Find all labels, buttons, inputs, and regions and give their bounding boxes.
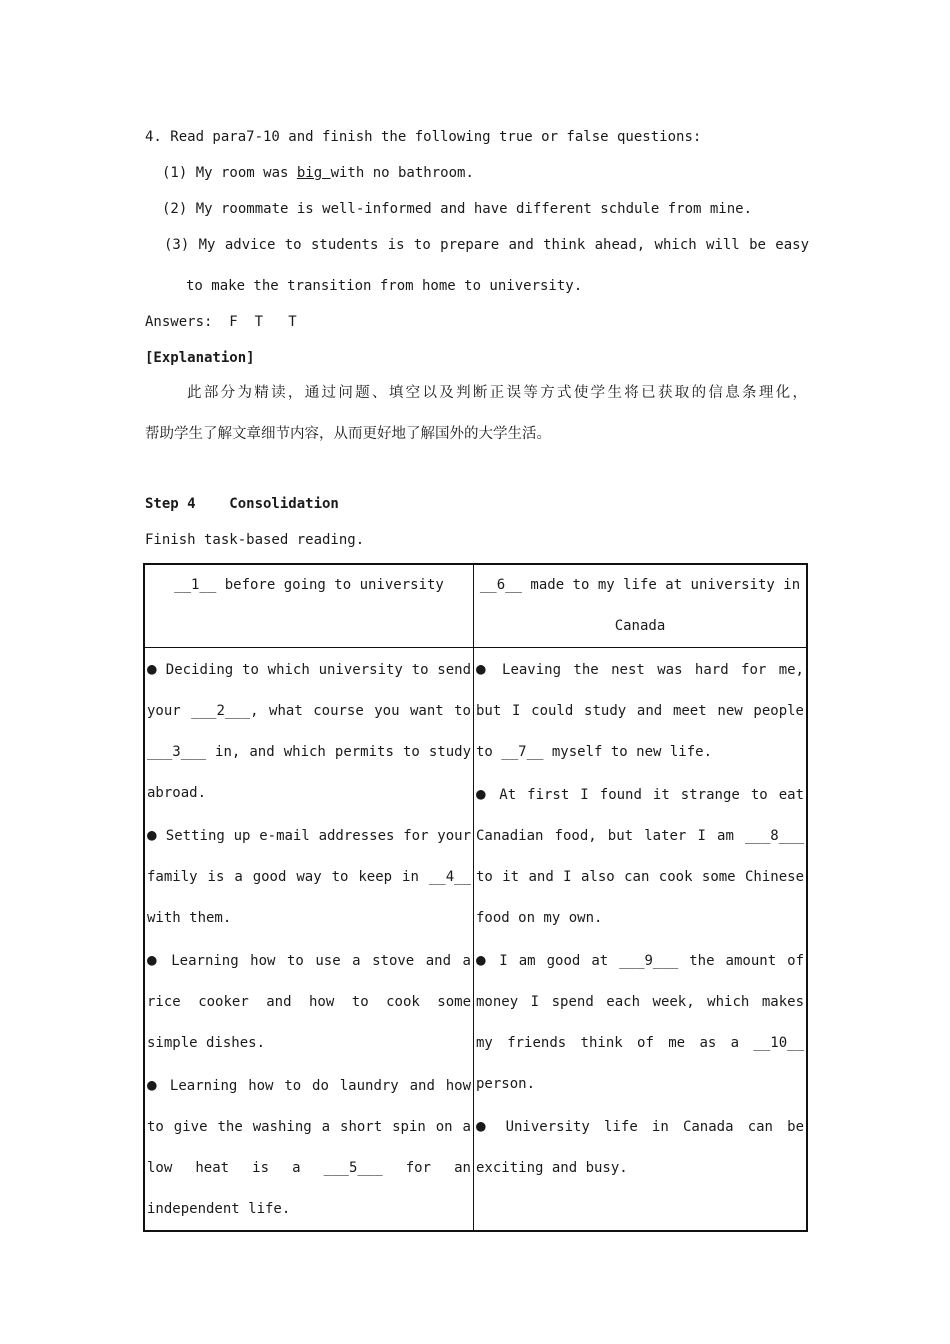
task-based-reading-table — [143, 563, 808, 1232]
list-item-text: Leaving the nest was hard for me, but I could study and meet new people to __7__ myself to new life. — [476, 662, 804, 760]
answers: Answers: F T T — [145, 314, 297, 330]
header-left-cell: __1__ before going to university — [144, 564, 474, 648]
left-column-cell — [144, 648, 474, 1232]
explanation-heading: [Explanation] — [145, 350, 255, 366]
step-4-heading: Step 4 Consolidation — [145, 496, 339, 512]
list-item — [476, 773, 804, 939]
list-item — [476, 648, 804, 773]
list-item — [147, 1064, 471, 1230]
header-right-cell: __6__ made to my life at university in Canada — [474, 564, 808, 648]
true-false-item-3-line-2: to make the transition from home to university. — [186, 278, 583, 294]
true-false-item-3-line-1: (3) My advice to students is to prepare and think ahead, which will be easy — [164, 237, 809, 253]
list-item — [147, 814, 471, 939]
list-item-text: I am good at ___9___ the amount of money I spend each week, which makes my friends think of me as a __10__ person. — [476, 953, 804, 1092]
bullet-icon: ● — [476, 659, 490, 678]
question-4-title: 4. Read para7-10 and finish the following true or false questions: — [145, 129, 702, 145]
explanation-text-line-2: 帮助学生了解文章细节内容，从而更好地了解国外的大学生活。 — [145, 426, 551, 442]
bullet-icon: ● — [476, 950, 489, 969]
right-column-cell — [474, 648, 808, 1232]
true-false-item-1 — [162, 163, 474, 183]
list-item-text: Learning how to use a stove and a rice cooker and how to cook some simple dishes. — [147, 953, 471, 1051]
bullet-icon: ● — [476, 1116, 492, 1135]
table-body-row — [144, 648, 807, 1232]
list-item-text: University life in Canada can be exciting and busy. — [476, 1119, 805, 1176]
item-1-underlined-word: big — [296, 165, 331, 181]
table-header-row — [144, 564, 807, 648]
bullet-icon: ● — [147, 825, 157, 844]
list-item — [476, 1105, 804, 1189]
step-4-instruction: Finish task-based reading. — [145, 532, 365, 548]
list-item — [147, 648, 471, 814]
list-item-text: Setting up e-mail addresses for your family is a good way to keep in __4__ with them. — [147, 828, 472, 926]
list-item-text: Learning how to do laundry and how to give the washing a short spin on a low heat is a ___5___ for an independent life. — [147, 1078, 472, 1217]
item-1-text-end: with no bathroom. — [330, 165, 474, 181]
bullet-icon: ● — [147, 1075, 160, 1094]
bullet-icon: ● — [147, 659, 157, 678]
bullet-icon: ● — [476, 784, 489, 803]
list-item — [147, 939, 471, 1064]
true-false-item-2: (2) My roommate is well-informed and have different schdule from mine. — [162, 201, 753, 217]
explanation-text-line-1: 此部分为精读，通过问题、填空以及判断正误等方式使学生将已获取的信息条理化， — [187, 385, 807, 401]
bullet-icon: ● — [147, 950, 160, 969]
item-1-text: (1) My room was — [162, 165, 297, 181]
list-item-text: Deciding to which university to send your ___2___, what course you want to ___3___ in, and which permits to study abroad. — [147, 662, 472, 801]
list-item-text: At first I found it strange to eat Canadian food, but later I am ___8___ to it and I also can cook some Chinese food on my own. — [476, 787, 804, 926]
list-item — [476, 939, 804, 1105]
